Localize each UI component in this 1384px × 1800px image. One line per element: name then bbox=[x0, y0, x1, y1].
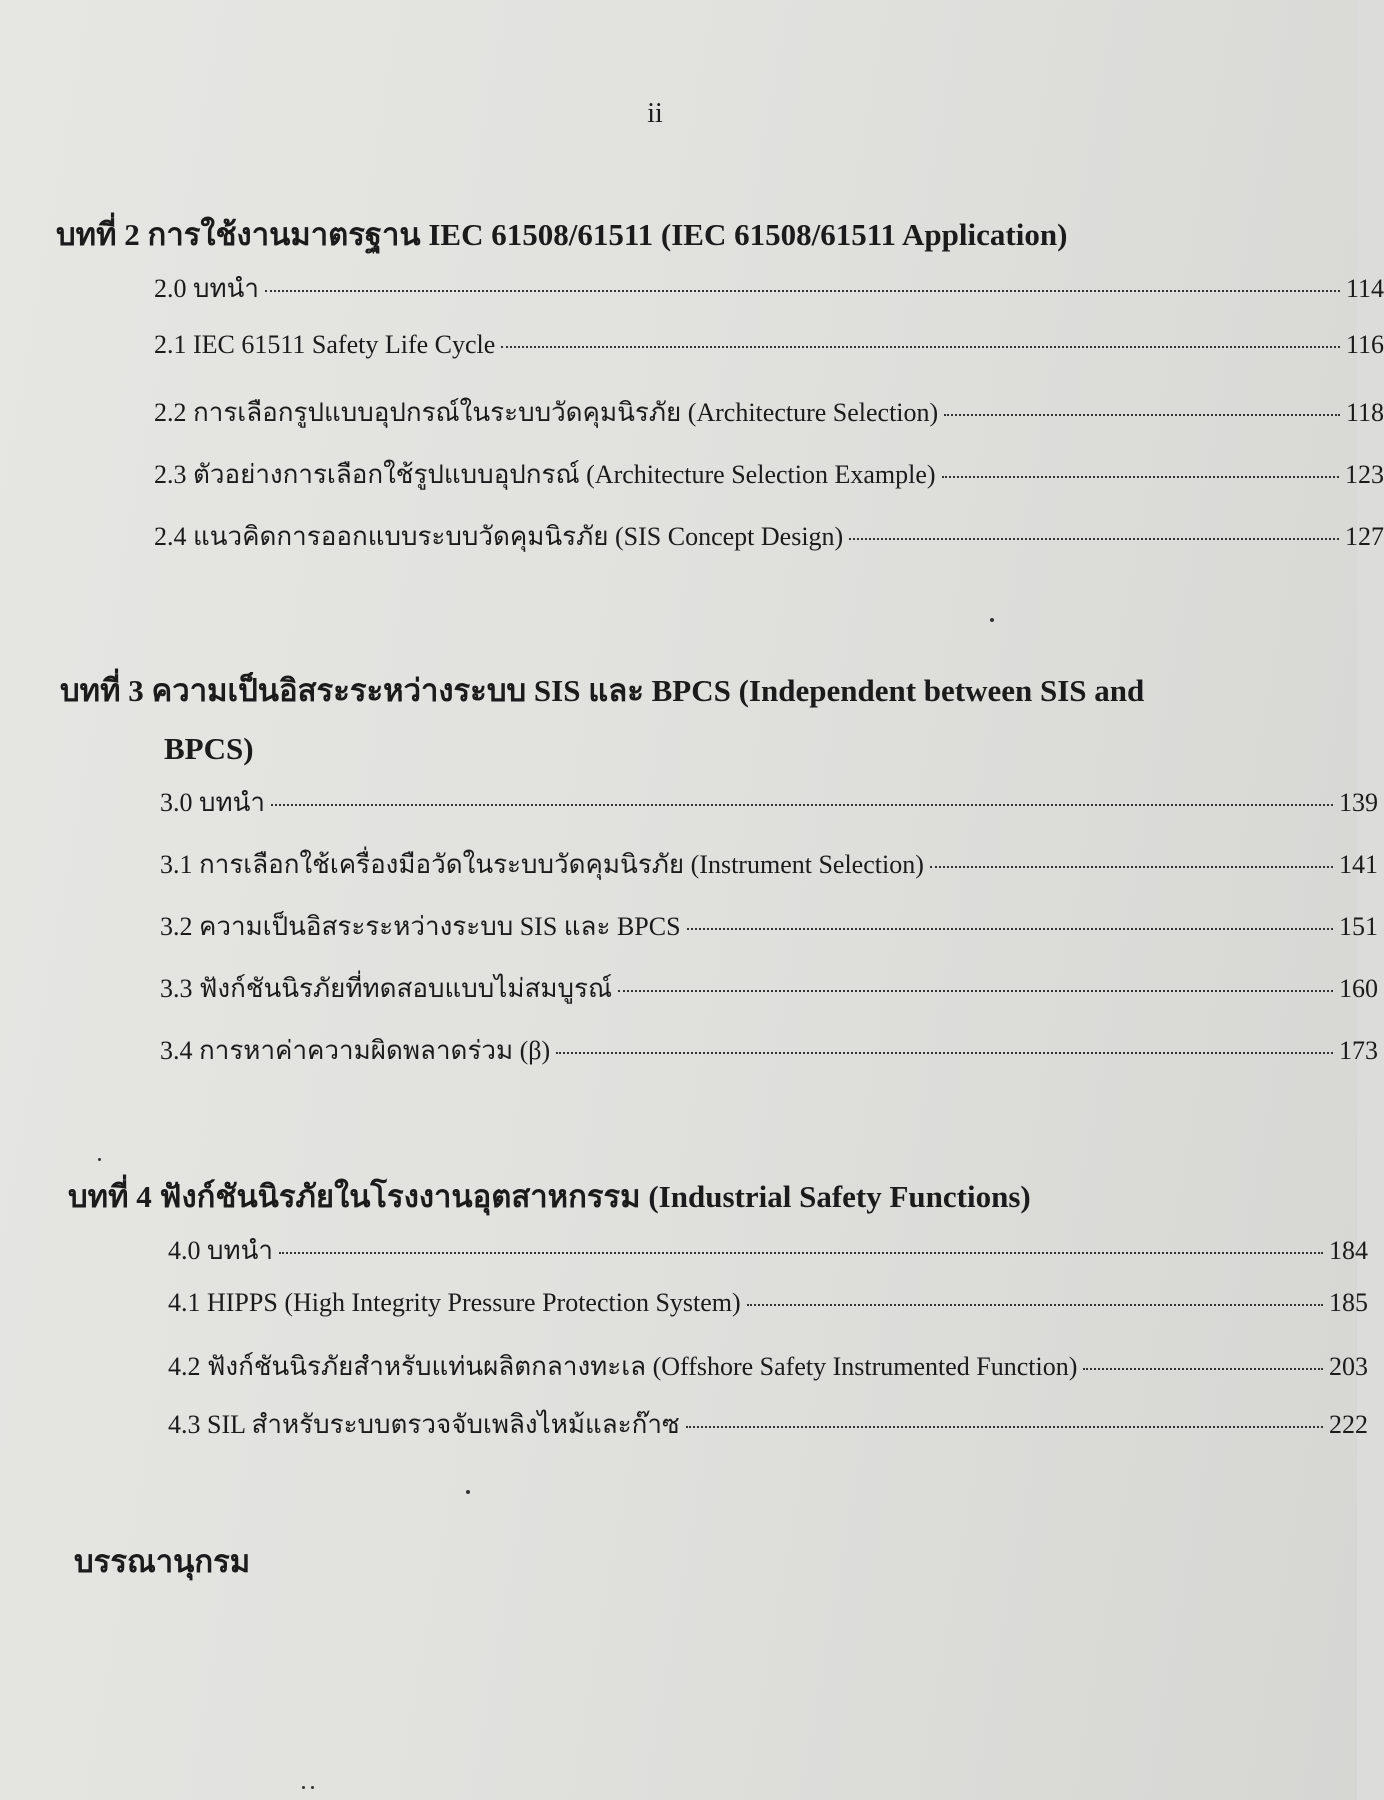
toc-entry-page: 203 bbox=[1329, 1352, 1368, 1381]
toc-entry bbox=[154, 516, 1384, 578]
toc-entry-label: 4.0 บทนำ bbox=[168, 1236, 274, 1265]
chapter-3 bbox=[60, 662, 1378, 1092]
chapter-2 bbox=[56, 206, 1384, 578]
toc-entry bbox=[160, 968, 1378, 1030]
toc-entry-label: 3.3 ฟังก์ชันนิรภัยที่ทดสอบแบบไม่สมบูรณ์ bbox=[160, 974, 613, 1003]
toc-entry-page: 114 bbox=[1345, 274, 1384, 303]
toc-entry-label: 4.2 ฟังก์ชันนิรภัยสำหรับแท่นผลิตกลางทะเล (Offshore Safety Instrumented Function) bbox=[168, 1352, 1078, 1381]
dot-leader bbox=[942, 476, 1339, 478]
page-number: ii bbox=[647, 98, 663, 129]
print-speck bbox=[311, 1786, 314, 1789]
toc-entry-label: 2.3 ตัวอย่างการเลือกใช้รูปแบบอุปกรณ์ (Architecture Selection Example) bbox=[154, 460, 936, 489]
chapter-title-continued: BPCS) bbox=[164, 731, 254, 766]
toc-entry-label: 3.2 ความเป็นอิสระระหว่างระบบ SIS และ BPCS bbox=[160, 912, 681, 941]
print-speck bbox=[98, 1158, 101, 1161]
toc-entry-page: 222 bbox=[1329, 1410, 1368, 1439]
toc-entries bbox=[68, 1230, 1368, 1462]
toc-entry-page: 123 bbox=[1345, 460, 1384, 489]
chapter-title: บทที่ 3 ความเป็นอิสระระหว่างระบบ SIS และ BPCS (Independent between SIS and bbox=[60, 673, 1145, 708]
toc-entry-page: 173 bbox=[1339, 1036, 1378, 1065]
dot-leader bbox=[556, 1052, 1333, 1054]
dot-leader bbox=[618, 990, 1333, 992]
toc-entry-page: 184 bbox=[1329, 1236, 1368, 1265]
toc-entry-page: 160 bbox=[1339, 974, 1378, 1003]
toc-entry-label: 3.4 การหาค่าความผิดพลาดร่วม (β) bbox=[160, 1036, 551, 1065]
dot-leader bbox=[849, 538, 1339, 540]
bibliography-heading: บรรณานุกรม bbox=[74, 1544, 251, 1579]
dot-leader bbox=[1083, 1368, 1323, 1370]
dot-leader bbox=[687, 928, 1333, 930]
toc-entry bbox=[168, 1346, 1368, 1404]
toc-entry-label: 2.2 การเลือกรูปแบบอุปกรณ์ในระบบวัดคุมนิรภัย (Architecture Selection) bbox=[154, 398, 939, 427]
toc-entry bbox=[168, 1230, 1368, 1288]
toc-entry-label: 4.3 SIL สำหรับระบบตรวจจับเพลิงไหม้และก๊าซ bbox=[168, 1410, 680, 1439]
dot-leader bbox=[271, 804, 1333, 806]
toc-entry-label: 3.0 บทนำ bbox=[160, 788, 266, 817]
toc-entry bbox=[154, 268, 1384, 330]
toc-entry-label: 4.1 HIPPS (High Integrity Pressure Protection System) bbox=[168, 1288, 741, 1317]
toc-entry bbox=[160, 844, 1378, 906]
chapter-4 bbox=[68, 1168, 1368, 1462]
dot-leader bbox=[265, 290, 1340, 292]
toc-entry-label: 3.1 การเลือกใช้เครื่องมือวัดในระบบวัดคุมนิรภัย (Instrument Selection) bbox=[160, 850, 924, 879]
toc-entry-page: 127 bbox=[1345, 522, 1384, 551]
toc-entries bbox=[60, 782, 1378, 1092]
print-speck bbox=[466, 1490, 470, 1494]
toc-entry-label: 2.1 IEC 61511 Safety Life Cycle bbox=[154, 330, 496, 359]
toc-entry-page: 116 bbox=[1345, 330, 1384, 359]
print-speck bbox=[302, 1786, 305, 1789]
toc-entry bbox=[154, 392, 1384, 454]
dot-leader bbox=[944, 414, 1340, 416]
toc-entry bbox=[168, 1404, 1368, 1462]
toc-entry-page: 139 bbox=[1339, 788, 1378, 817]
dot-leader bbox=[930, 866, 1333, 868]
print-speck bbox=[990, 618, 994, 622]
dot-leader bbox=[279, 1252, 1323, 1254]
chapter-title: บทที่ 2 การใช้งานมาตรฐาน IEC 61508/61511 (IEC 61508/61511 Application) bbox=[56, 217, 1068, 252]
toc-entry bbox=[160, 1030, 1378, 1092]
toc-entry-page: 118 bbox=[1345, 398, 1384, 427]
chapter-title: บทที่ 4 ฟังก์ชันนิรภัยในโรงงานอุตสาหกรรม (Industrial Safety Functions) bbox=[68, 1179, 1031, 1214]
toc-entry-page: 151 bbox=[1339, 912, 1378, 941]
toc-entry-page: 185 bbox=[1329, 1288, 1368, 1317]
dot-leader bbox=[501, 346, 1340, 348]
toc-entries bbox=[56, 268, 1384, 578]
dot-leader bbox=[686, 1426, 1323, 1428]
dot-leader bbox=[747, 1304, 1323, 1306]
toc-entry bbox=[168, 1288, 1368, 1346]
toc-entry bbox=[154, 330, 1384, 392]
toc-entry bbox=[160, 782, 1378, 844]
toc-entry-label: 2.0 บทนำ bbox=[154, 274, 260, 303]
toc-entry-label: 2.4 แนวคิดการออกแบบระบบวัดคุมนิรภัย (SIS Concept Design) bbox=[154, 522, 844, 551]
toc-entry bbox=[160, 906, 1378, 968]
toc-entry-page: 141 bbox=[1339, 850, 1378, 879]
toc-entry bbox=[154, 454, 1384, 516]
